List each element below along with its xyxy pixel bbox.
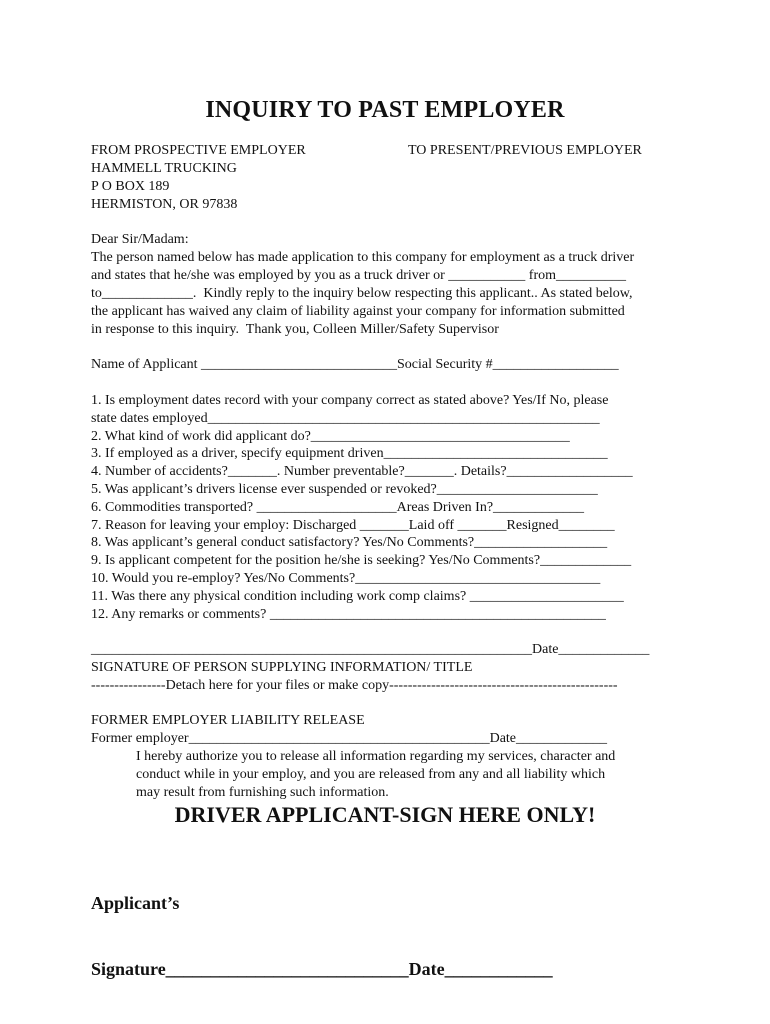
prospective-employer-address bbox=[91, 142, 306, 214]
from-header: FROM PROSPECTIVE EMPLOYER bbox=[91, 143, 306, 158]
signature-label: SIGNATURE OF PERSON SUPPLYING INFORMATION/ TITLE bbox=[91, 660, 473, 675]
question-item[interactable]: 10. Would you re-employ? Yes/No Comments?___________________________________ bbox=[91, 570, 601, 586]
applicant-signature-block bbox=[91, 848, 553, 1024]
question-item[interactable]: 12. Any remarks or comments? ________________________________________________ bbox=[91, 606, 606, 622]
letter-line: and states that he/she was employed by you as a truck driver or ___________ from__________ bbox=[91, 268, 627, 283]
question-item[interactable]: 1. Is employment dates record with your company correct as stated above? Yes/If No, please bbox=[91, 393, 609, 408]
letter-line: the applicant has waived any claim of liability against your company for information submitted bbox=[91, 304, 625, 319]
company-name: HAMMELL TRUCKING bbox=[91, 161, 237, 176]
letter-line: to_____________. Kindly reply to the inquiry below respecting this applicant.. As stated below, bbox=[91, 286, 633, 301]
letter-line: The person named below has made application to this company for employment as a truck driver bbox=[91, 250, 635, 265]
applicant-name-ssn-line[interactable]: Name of Applicant ____________________________Social Security #__________________ bbox=[91, 357, 619, 372]
detach-line: ----------------Detach here for your files or make copy------------------------------------------------- bbox=[91, 678, 618, 693]
driver-applicant-heading: DRIVER APPLICANT-SIGN HERE ONLY! bbox=[174, 802, 596, 827]
authorization-line: conduct while in your employ, and you are released from any and all liability which bbox=[136, 767, 606, 782]
authorization-text bbox=[136, 748, 615, 802]
question-item[interactable]: 4. Number of accidents?_______. Number preventable?_______. Details?__________________ bbox=[91, 464, 633, 480]
applicant-signature-line[interactable]: Signature___________________________Date____________ bbox=[91, 959, 553, 979]
authorization-line: may result from furnishing such information. bbox=[136, 785, 389, 800]
applicant-label: Applicant’s bbox=[91, 893, 180, 913]
letter-greeting: Dear Sir/Madam: bbox=[91, 232, 189, 247]
question-item[interactable]: 2. What kind of work did applicant do?_____________________________________ bbox=[91, 428, 570, 444]
question-item[interactable]: 11. Was there any physical condition including work comp claims? ______________________ bbox=[91, 588, 624, 604]
former-employer-line[interactable]: Former employer___________________________________________Date_____________ bbox=[91, 731, 608, 746]
question-item[interactable]: 6. Commodities transported? ____________________Areas Driven In?_____________ bbox=[91, 499, 585, 515]
question-item[interactable]: 3. If employed as a driver, specify equipment driven________________________________ bbox=[91, 446, 608, 462]
letter-body bbox=[91, 231, 691, 339]
questions-list bbox=[91, 392, 633, 623]
release-title: FORMER EMPLOYER LIABILITY RELEASE bbox=[91, 713, 365, 728]
signature-date-line[interactable]: _______________________________________________________________Date_____________ bbox=[91, 642, 650, 657]
company-po-box: P O BOX 189 bbox=[91, 179, 170, 194]
page-title: INQUIRY TO PAST EMPLOYER bbox=[205, 97, 565, 123]
question-item[interactable]: 5. Was applicant’s drivers license ever suspended or revoked?_______________________ bbox=[91, 481, 598, 497]
question-item[interactable]: state dates employed________________________________________________________ bbox=[91, 410, 600, 426]
question-item[interactable]: 7. Reason for leaving your employ: Discharged _______Laid off _______Resigned________ bbox=[91, 517, 615, 533]
company-city: HERMISTON, OR 97838 bbox=[91, 197, 238, 212]
to-header: TO PRESENT/PREVIOUS EMPLOYER bbox=[408, 143, 642, 158]
authorization-line: I hereby authorize you to release all information regarding my services, character and bbox=[136, 749, 616, 764]
question-item[interactable]: 9. Is applicant competent for the position he/she is seeking? Yes/No Comments?_____________ bbox=[91, 553, 632, 569]
letter-line: in response to this inquiry. Thank you, Colleen Miller/Safety Supervisor bbox=[91, 322, 499, 337]
question-item[interactable]: 8. Was applicant’s general conduct satisfactory? Yes/No Comments?___________________ bbox=[91, 535, 608, 551]
